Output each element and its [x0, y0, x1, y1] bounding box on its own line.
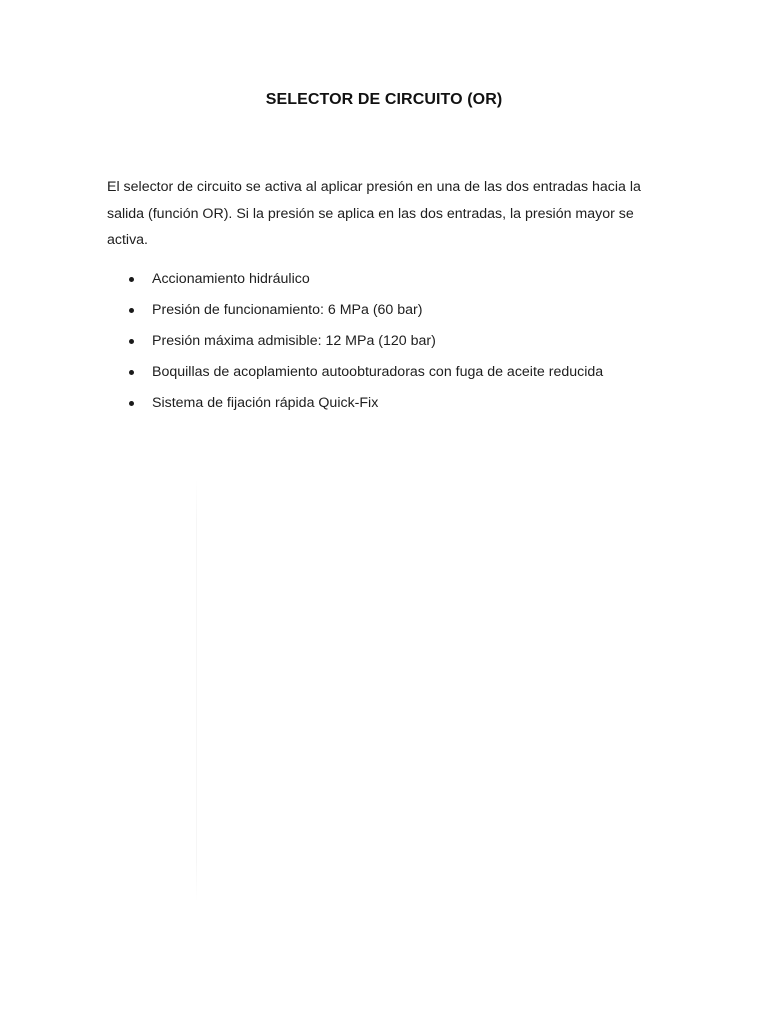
- feature-text: Accionamiento hidráulico: [152, 271, 310, 287]
- bullet-icon: [129, 308, 134, 313]
- feature-item: [107, 328, 687, 359]
- feature-list: [107, 266, 687, 421]
- faint-vertical-rule: [196, 478, 197, 903]
- feature-item: [107, 359, 687, 390]
- feature-text: Presión máxima admisible: 12 MPa (120 bar): [152, 333, 436, 349]
- feature-item: [107, 390, 687, 421]
- bullet-icon: [129, 370, 134, 375]
- feature-text: Sistema de fijación rápida Quick-Fix: [152, 395, 379, 411]
- bullet-icon: [129, 339, 134, 344]
- intro-paragraph: El selector de circuito se activa al aplicar presión en una de las dos entradas hacia la salida (función OR). Si la presión se aplica en las dos entradas, la presión mayor se activa.: [107, 179, 641, 248]
- feature-text: Presión de funcionamiento: 6 MPa (60 bar): [152, 302, 423, 318]
- feature-item: [107, 297, 687, 328]
- document-title: SELECTOR DE CIRCUITO (OR): [265, 91, 503, 108]
- bullet-icon: [129, 401, 134, 406]
- feature-text: Boquillas de acoplamiento autoobturadoras con fuga de aceite reducida: [152, 364, 604, 380]
- bullet-icon: [129, 277, 134, 282]
- feature-item: [107, 266, 687, 297]
